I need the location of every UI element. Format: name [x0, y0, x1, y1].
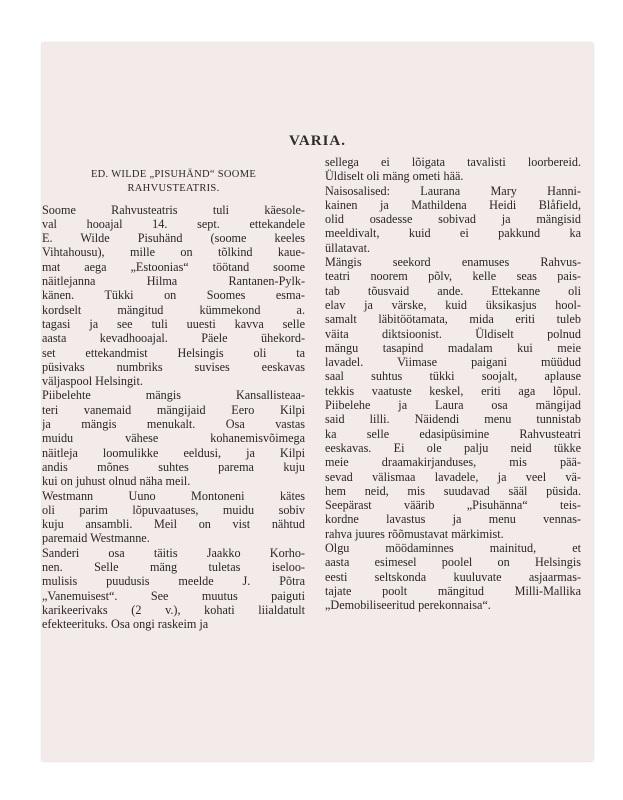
text-line: sevad välismaa lavadele, ja veel vä- [325, 469, 581, 484]
text-line: kordselt mängitud kümmekond a. [42, 302, 305, 317]
text-line: Piibelehe ja Laura osa mängijad [325, 398, 581, 413]
text-line: teatri noorem põlv, kelle seas pais- [325, 269, 581, 284]
text-line: väljaspool Helsingit. [42, 374, 143, 389]
text-line: val hooajal 14. sept. ettekandele [42, 216, 305, 231]
text-line: Westmann Uuno Montoneni kätes [42, 488, 305, 503]
text-line: said lilli. Näidendi menu tunnistab [325, 412, 581, 427]
text-line: Piibelehte mängis Kansallisteaa- [42, 388, 305, 403]
left-column [42, 168, 305, 632]
text-line: olid osadesse sobivad ja mängisid [325, 212, 581, 227]
text-line: andis mõnes suhtes parema kuju [42, 459, 305, 474]
text-line: näitlejanna Hilma Rantanen-Pylk- [42, 274, 305, 289]
right-column [325, 155, 581, 613]
text-line: tab tõusvaid ande. Ettekanne oli [325, 283, 581, 298]
text-line: meie draamakirjanduses, mis pää- [325, 455, 581, 470]
text-line: Üldiselt oli mäng ometi hää. [325, 169, 464, 184]
text-line: kui on juhust olnud näha meil. [42, 474, 191, 489]
text-line: ka selle edasipüsimine Rahvusteatri [325, 426, 581, 441]
text-line: näitleja loomulikke eeldusi, ja Kilpi [42, 445, 305, 460]
text-line: kordne lavastus ja menu vennas- [325, 512, 581, 527]
text-line: efekteerituks. Osa ongi raskeim ja [42, 617, 209, 632]
text-line: paremaid Westmanne. [42, 531, 150, 546]
text-line: muidu vähese kohanemisvõimega [42, 431, 305, 446]
text-line: Seepärast väärib „Pisuhänna“ teis- [325, 498, 581, 513]
text-line: Olgu möödaminnes mainitud, et [325, 541, 581, 556]
page-title: VARIA. [289, 133, 346, 149]
text-line: väita diktsioonist. Üldiselt polnud [325, 326, 581, 341]
text-line: rahva juures rõõmustavat märkimist. [325, 526, 504, 541]
text-line: Naisosalised: Laurana Mary Hanni- [325, 183, 581, 198]
text-line: oli parim lõpuvaatuses, muidu sobiv [42, 502, 305, 517]
text-line: püsivaks numbriks suvises eeskavas [42, 359, 305, 374]
text-line: „Demobiliseeritud perekonnaisa“. [325, 598, 491, 613]
text-line: Mängis seekord enamuses Rahvus- [325, 255, 581, 270]
text-line: sellega ei lõigata tavalisti loorbereid. [325, 155, 581, 169]
text-line: lavadel. Viimase paigani müüdud [325, 355, 581, 370]
text-line: tagasi ja see tuli uuesti kavva selle [42, 316, 305, 331]
text-line: nen. Selle mäng tuletas iseloo- [42, 560, 305, 575]
text-line: aasta kevadhooajal. Päele ühekord- [42, 331, 305, 346]
text-line: saal suhtus tükki soojalt, aplause [325, 369, 581, 384]
text-line: kainen ja Mathildena Heidi Blåfield, [325, 197, 581, 212]
text-line: Vihtahousu), mille on tõlkind kaue- [42, 245, 305, 260]
text-line: tajate poolt mängitud Milli-Mallika [325, 583, 581, 598]
text-line: mat aega „Estoonias“ töötand soome [42, 259, 305, 274]
text-line: hem neid, mis suudavad sääl püsida. [325, 483, 581, 498]
text-line: Sanderi osa täitis Jaakko Korho- [42, 545, 305, 560]
text-line: set ettekandmist Helsingis oli ta [42, 345, 305, 360]
text-line: samalt läbitöötamata, mida eriti tuleb [325, 312, 581, 327]
text-line: üllatavat. [325, 240, 371, 255]
text-line: aasta esimesel poolel on Helsingis [325, 555, 581, 570]
text-line: elav ja värske, kuid üksikasjus hool- [325, 297, 581, 312]
text-line: teri vanemaid mängijaid Eero Kilpi [42, 402, 305, 417]
text-line: ja mängis menukalt. Osa vastas [42, 417, 305, 432]
text-line: mängu tasapind madalam kui meie [325, 340, 581, 355]
article-heading: ED. WILDE „PISUHÄND“ SOOME [90, 169, 257, 180]
text-line: „Vanemuisest“. See muutus paiguti [42, 588, 305, 603]
text-line: känen. Tükki on Soomes esma- [42, 288, 305, 303]
text-line: eeskavas. Ei ole palju neid tükke [325, 440, 581, 455]
article-heading: RAHVUSTEATRIS. [127, 183, 220, 195]
text-line: meeldivalt, kuid ei pakkund ka [325, 226, 581, 241]
text-line: Soome Rahvusteatris tuli käesole- [42, 202, 305, 217]
text-line: E. Wilde Pisuhänd (soome keeles [42, 231, 305, 246]
text-line: tekkis vaatuste keskel, eriti aga lõpul. [325, 383, 581, 398]
text-line: karikeerivaks (2 v.), kohati liialdatult [42, 602, 305, 617]
text-line: kuju ansambli. Meil on vist nähtud [42, 517, 305, 532]
text-line: mulisis puudusis meelde J. Põtra [42, 574, 305, 589]
document-page [42, 43, 593, 761]
text-line: eesti seltskonda kuuluvate asjaarmas- [325, 569, 581, 584]
